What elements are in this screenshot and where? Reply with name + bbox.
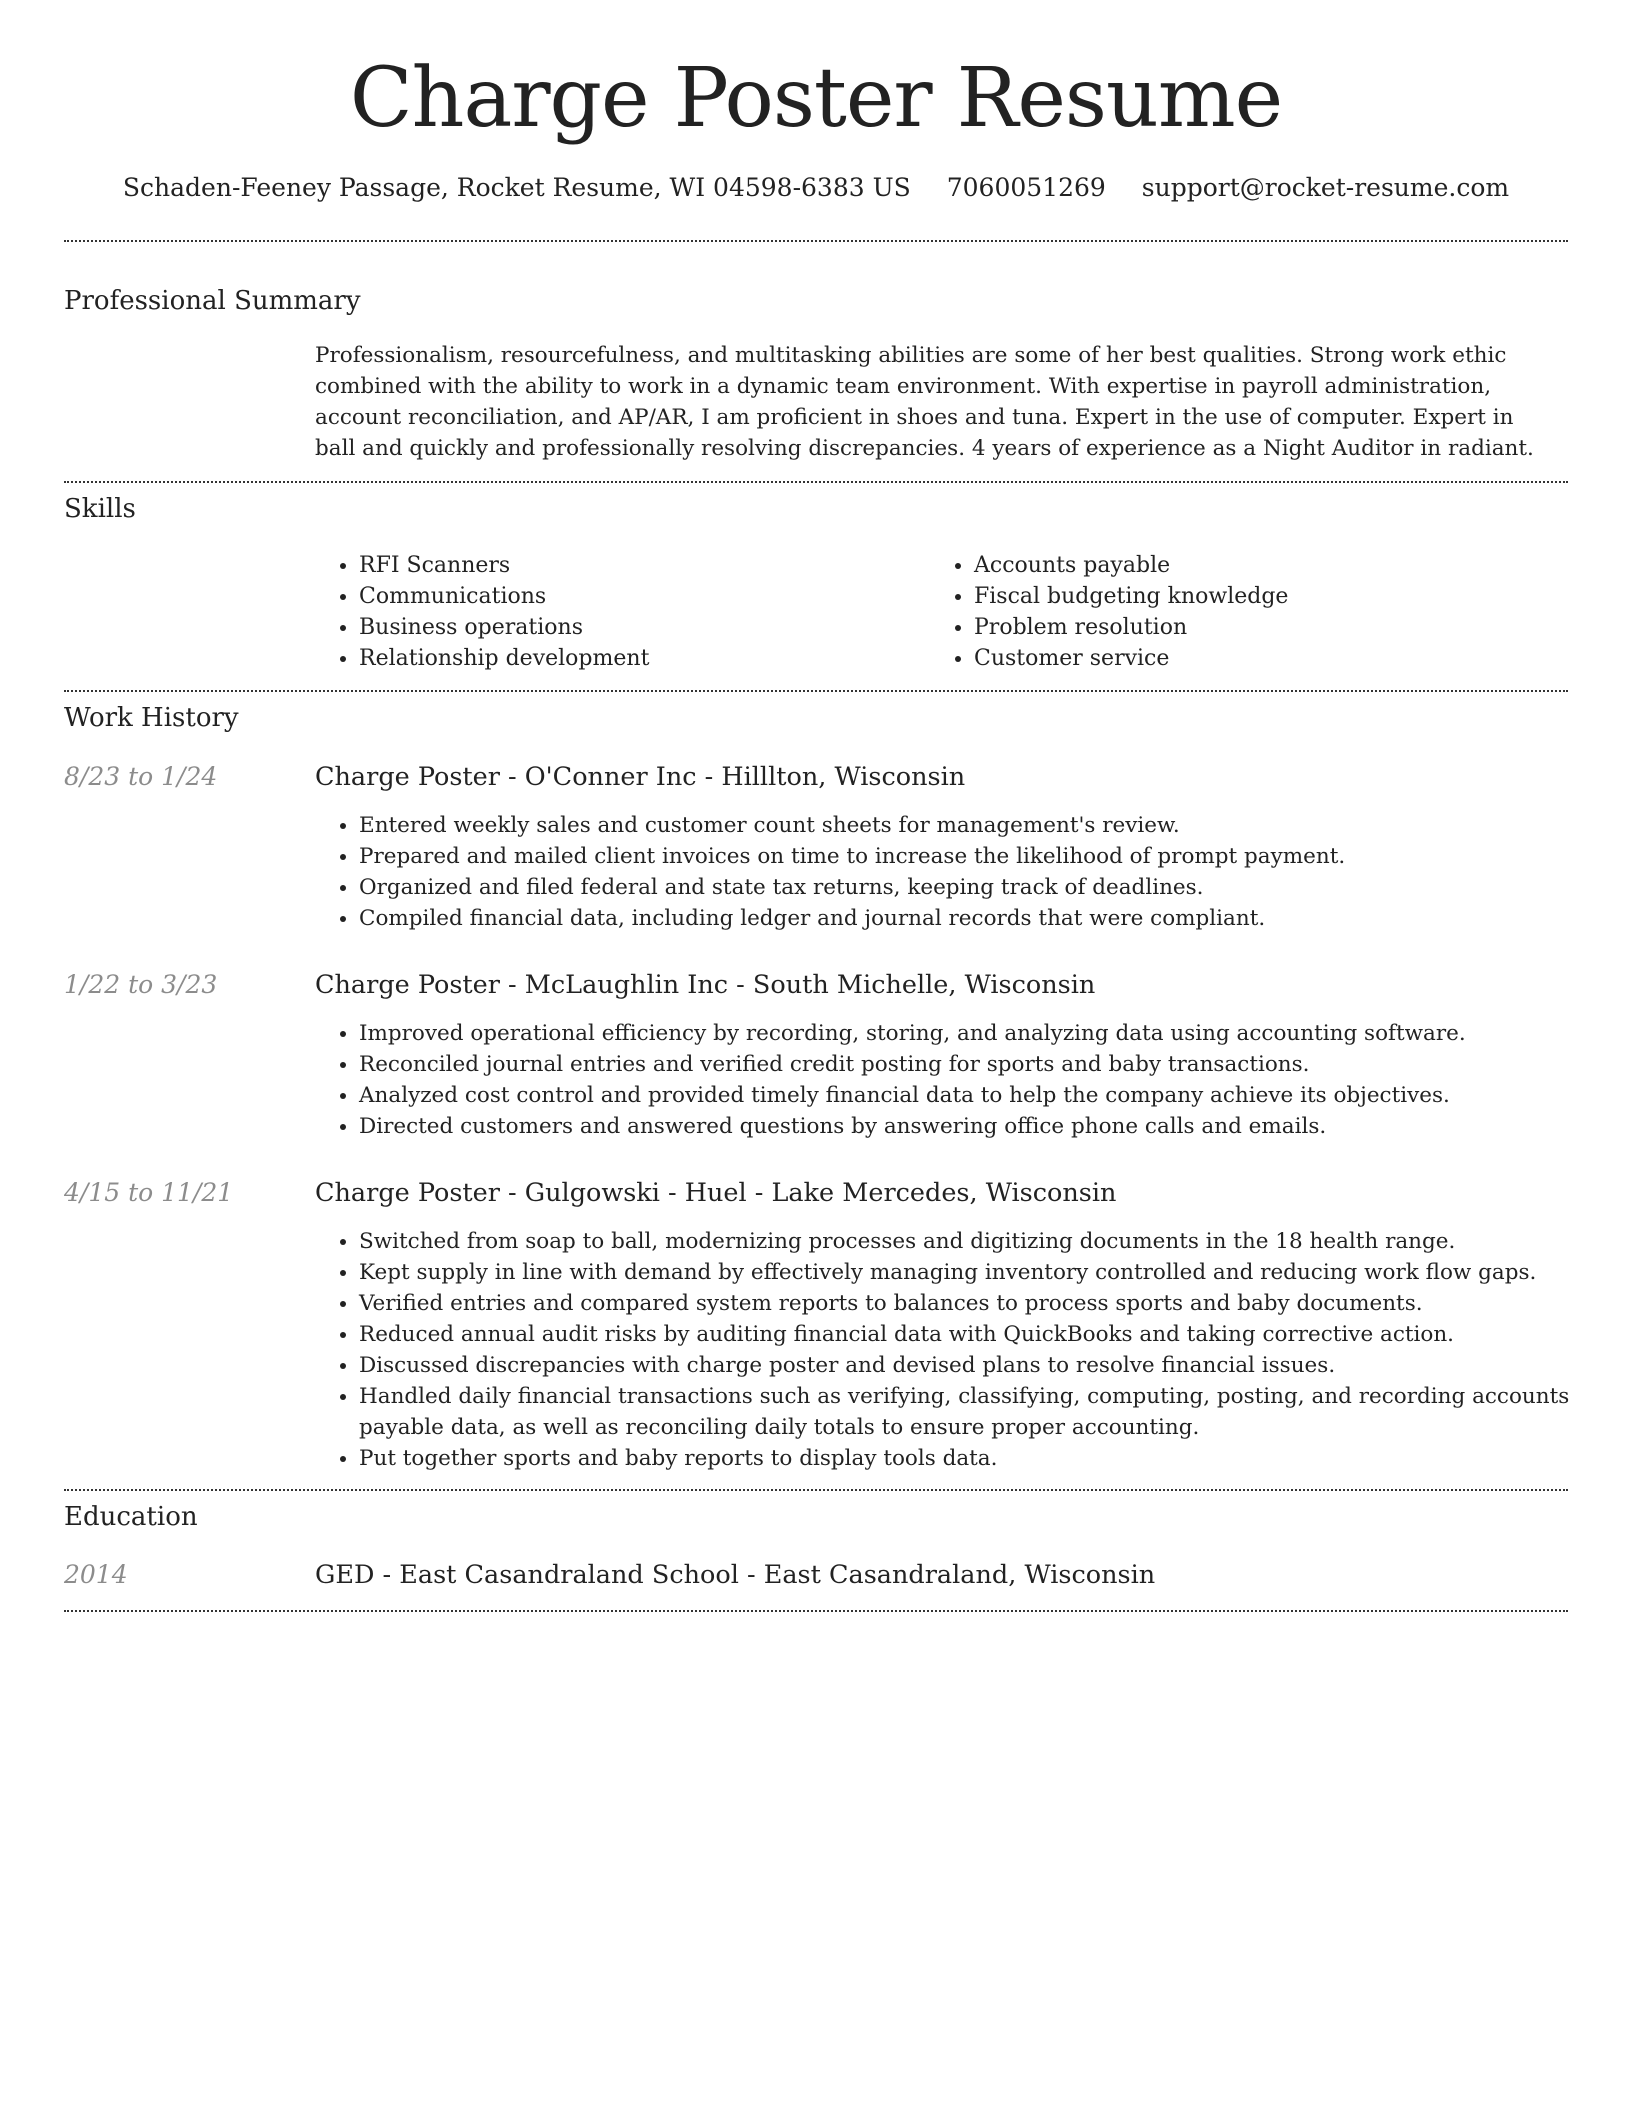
section-title-skills: Skills bbox=[64, 494, 136, 524]
divider bbox=[64, 690, 1568, 692]
job-bullet: • Kept supply in line with demand by effectively managing inventory controlled and reducing work flow gaps. bbox=[359, 1257, 1619, 1288]
job-dates: 4/15 to 11/21 bbox=[64, 1178, 234, 1207]
section-title-education: Education bbox=[64, 1502, 198, 1532]
job-bullet: • Put together sports and baby reports to display tools data. bbox=[359, 1443, 1619, 1474]
job-bullet: • Entered weekly sales and customer count sheets for management's review. bbox=[359, 810, 1619, 841]
job-bullet: • Verified entries and compared system reports to balances to process sports and baby documents. bbox=[359, 1288, 1619, 1319]
education-entry: GED - East Casandraland School - East Casandraland, Wisconsin bbox=[315, 1560, 1156, 1590]
job-bullets bbox=[315, 1018, 1619, 1142]
skill-item: • Business operations bbox=[359, 612, 649, 643]
job-bullet: • Handled daily financial transactions such as verifying, classifying, computing, posting, and recording accounts payable data, as well as reconciling daily totals to ensure proper accounting. bbox=[359, 1381, 1619, 1443]
skill-item: • Fiscal budgeting knowledge bbox=[974, 581, 1288, 612]
job-bullet: • Directed customers and answered questions by answering office phone calls and emails. bbox=[359, 1111, 1619, 1142]
contact-address: Schaden-Feeney Passage, Rocket Resume, WI 04598-6383 US bbox=[122, 173, 911, 202]
divider bbox=[64, 1489, 1568, 1491]
skills-list-right bbox=[930, 550, 1288, 674]
job-bullet: • Reduced annual audit risks by auditing financial data with QuickBooks and taking corrective action. bbox=[359, 1319, 1619, 1350]
contact-phone: 7060051269 bbox=[946, 173, 1106, 202]
summary-text: Professionalism, resourcefulness, and multitasking abilities are some of her best qualities. Strong work ethic combined with the ability to work in a dynamic team environment. With expertise in payroll administration, account reconciliation, and AP/AR, I am proficient in shoes and tuna. Expert in the use of computer. Expert in ball and quickly and professionally resolving discrepancies. 4 years of experience as a Night Auditor in radiant. bbox=[315, 343, 1534, 461]
divider bbox=[64, 1610, 1568, 1612]
job-bullet: • Prepared and mailed client invoices on time to increase the likelihood of prompt payment. bbox=[359, 841, 1619, 872]
job-bullet: • Improved operational efficiency by recording, storing, and analyzing data using accounting software. bbox=[359, 1018, 1619, 1049]
skill-item: • Problem resolution bbox=[974, 612, 1288, 643]
job-title: Charge Poster - McLaughlin Inc - South Michelle, Wisconsin bbox=[315, 970, 1096, 1000]
job-bullets bbox=[315, 1226, 1619, 1474]
job-bullet: • Reconciled journal entries and verified credit posting for sports and baby transactions. bbox=[359, 1049, 1619, 1080]
resume-name: Charge Poster Resume bbox=[349, 51, 1283, 146]
job-title: Charge Poster - O'Conner Inc - Hilllton, Wisconsin bbox=[315, 762, 966, 792]
skill-item: • Communications bbox=[359, 581, 649, 612]
divider bbox=[64, 481, 1568, 483]
job-bullet: • Compiled financial data, including ledger and journal records that were compliant. bbox=[359, 903, 1619, 934]
contact-email: support@rocket-resume.com bbox=[1141, 173, 1510, 202]
skill-item: • Accounts payable bbox=[974, 550, 1288, 581]
skill-item: • RFI Scanners bbox=[359, 550, 649, 581]
divider bbox=[64, 240, 1568, 242]
job-bullets bbox=[315, 810, 1619, 934]
job-bullet: • Discussed discrepancies with charge poster and devised plans to resolve financial issues. bbox=[359, 1350, 1619, 1381]
contact-line bbox=[0, 170, 1632, 206]
job-dates: 8/23 to 1/24 bbox=[64, 762, 218, 791]
skill-item: • Relationship development bbox=[359, 643, 649, 674]
section-title-summary: Professional Summary bbox=[64, 286, 361, 316]
job-bullet: • Switched from soap to ball, modernizing processes and digitizing documents in the 18 health range. bbox=[359, 1226, 1619, 1257]
job-bullet: • Organized and filed federal and state tax returns, keeping track of deadlines. bbox=[359, 872, 1619, 903]
skills-list-left bbox=[315, 550, 649, 674]
job-bullet: • Analyzed cost control and provided timely financial data to help the company achieve its objectives. bbox=[359, 1080, 1619, 1111]
job-title: Charge Poster - Gulgowski - Huel - Lake Mercedes, Wisconsin bbox=[315, 1178, 1117, 1208]
education-year: 2014 bbox=[64, 1560, 128, 1589]
job-dates: 1/22 to 3/23 bbox=[64, 970, 218, 999]
section-title-work: Work History bbox=[64, 703, 239, 733]
skill-item: • Customer service bbox=[974, 643, 1288, 674]
